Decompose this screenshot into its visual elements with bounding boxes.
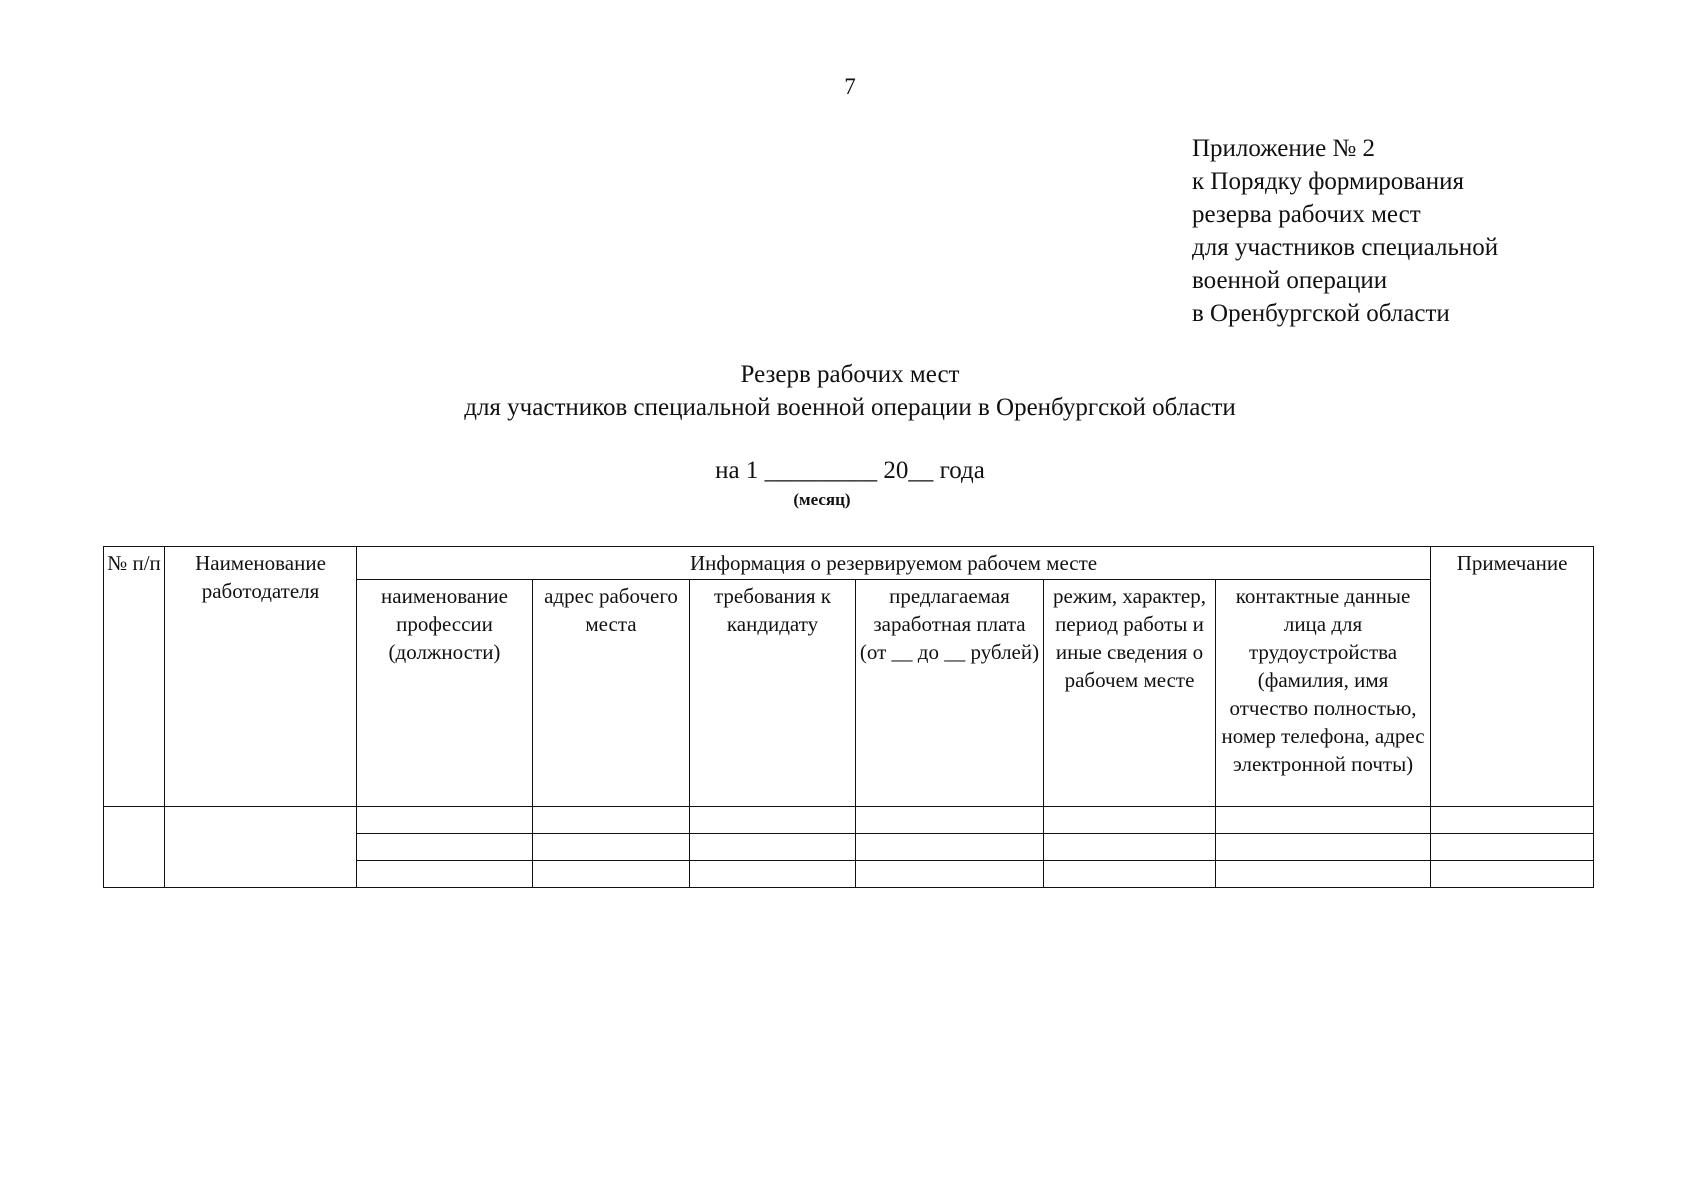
table-header-row — [104, 547, 1594, 580]
empty-cell — [1044, 861, 1216, 888]
empty-cell — [357, 807, 533, 834]
header-contact: контактные данные лица для трудоустройства (фамилия, имя отчество полностью, номер телефона, адрес электронной почты) — [1216, 580, 1431, 807]
appendix-line: в Оренбургской области — [1192, 300, 1450, 327]
empty-cell — [1044, 834, 1216, 861]
table-row — [104, 807, 1594, 834]
empty-cell — [856, 807, 1044, 834]
appendix-line: к Порядку формирования — [1192, 168, 1465, 195]
page-number: 7 — [844, 74, 856, 99]
empty-cell — [533, 861, 690, 888]
empty-cell — [1044, 807, 1216, 834]
empty-cell — [533, 807, 690, 834]
document-title — [0, 358, 1694, 424]
header-profession: наименование профессии (должности) — [357, 580, 533, 807]
empty-cell — [357, 861, 533, 888]
appendix-line: военной операции — [1192, 267, 1388, 294]
empty-cell — [1431, 861, 1594, 888]
empty-cell — [357, 834, 533, 861]
header-salary: предлагаемая заработная плата (от __ до __ рублей) — [856, 580, 1044, 807]
header-employer: Наименование работодателя — [165, 547, 357, 807]
empty-cell — [165, 807, 357, 888]
title-line-1: Резерв рабочих мест — [740, 361, 960, 388]
header-note: Примечание — [1431, 547, 1594, 807]
empty-cell — [1216, 861, 1431, 888]
header-schedule: режим, характер, период работы и иные сведения о рабочем месте — [1044, 580, 1216, 807]
month-caption: (месяц) — [793, 490, 851, 509]
appendix-header — [1192, 132, 1498, 330]
date-line: на 1 _________ 20__ года — [715, 457, 985, 484]
empty-cell — [690, 807, 856, 834]
header-number: № п/п — [104, 547, 165, 807]
reserve-table — [103, 546, 1594, 888]
empty-cell — [1431, 807, 1594, 834]
empty-cell — [1431, 834, 1594, 861]
empty-cell — [690, 861, 856, 888]
appendix-line: резерва рабочих мест — [1192, 201, 1421, 228]
empty-cell — [104, 807, 165, 888]
empty-cell — [856, 861, 1044, 888]
empty-cell — [533, 834, 690, 861]
empty-cell — [690, 834, 856, 861]
header-workplace-info: Информация о резервируемом рабочем месте — [357, 547, 1431, 580]
empty-cell — [856, 834, 1044, 861]
appendix-line: Приложение № 2 — [1192, 135, 1376, 162]
header-address: адрес рабочего места — [533, 580, 690, 807]
empty-cell — [1216, 807, 1431, 834]
appendix-line: для участников специальной — [1192, 234, 1499, 261]
header-requirements: требования к кандидату — [690, 580, 856, 807]
title-line-2: для участников специальной военной операции в Оренбургской области — [464, 394, 1236, 421]
empty-cell — [1216, 834, 1431, 861]
